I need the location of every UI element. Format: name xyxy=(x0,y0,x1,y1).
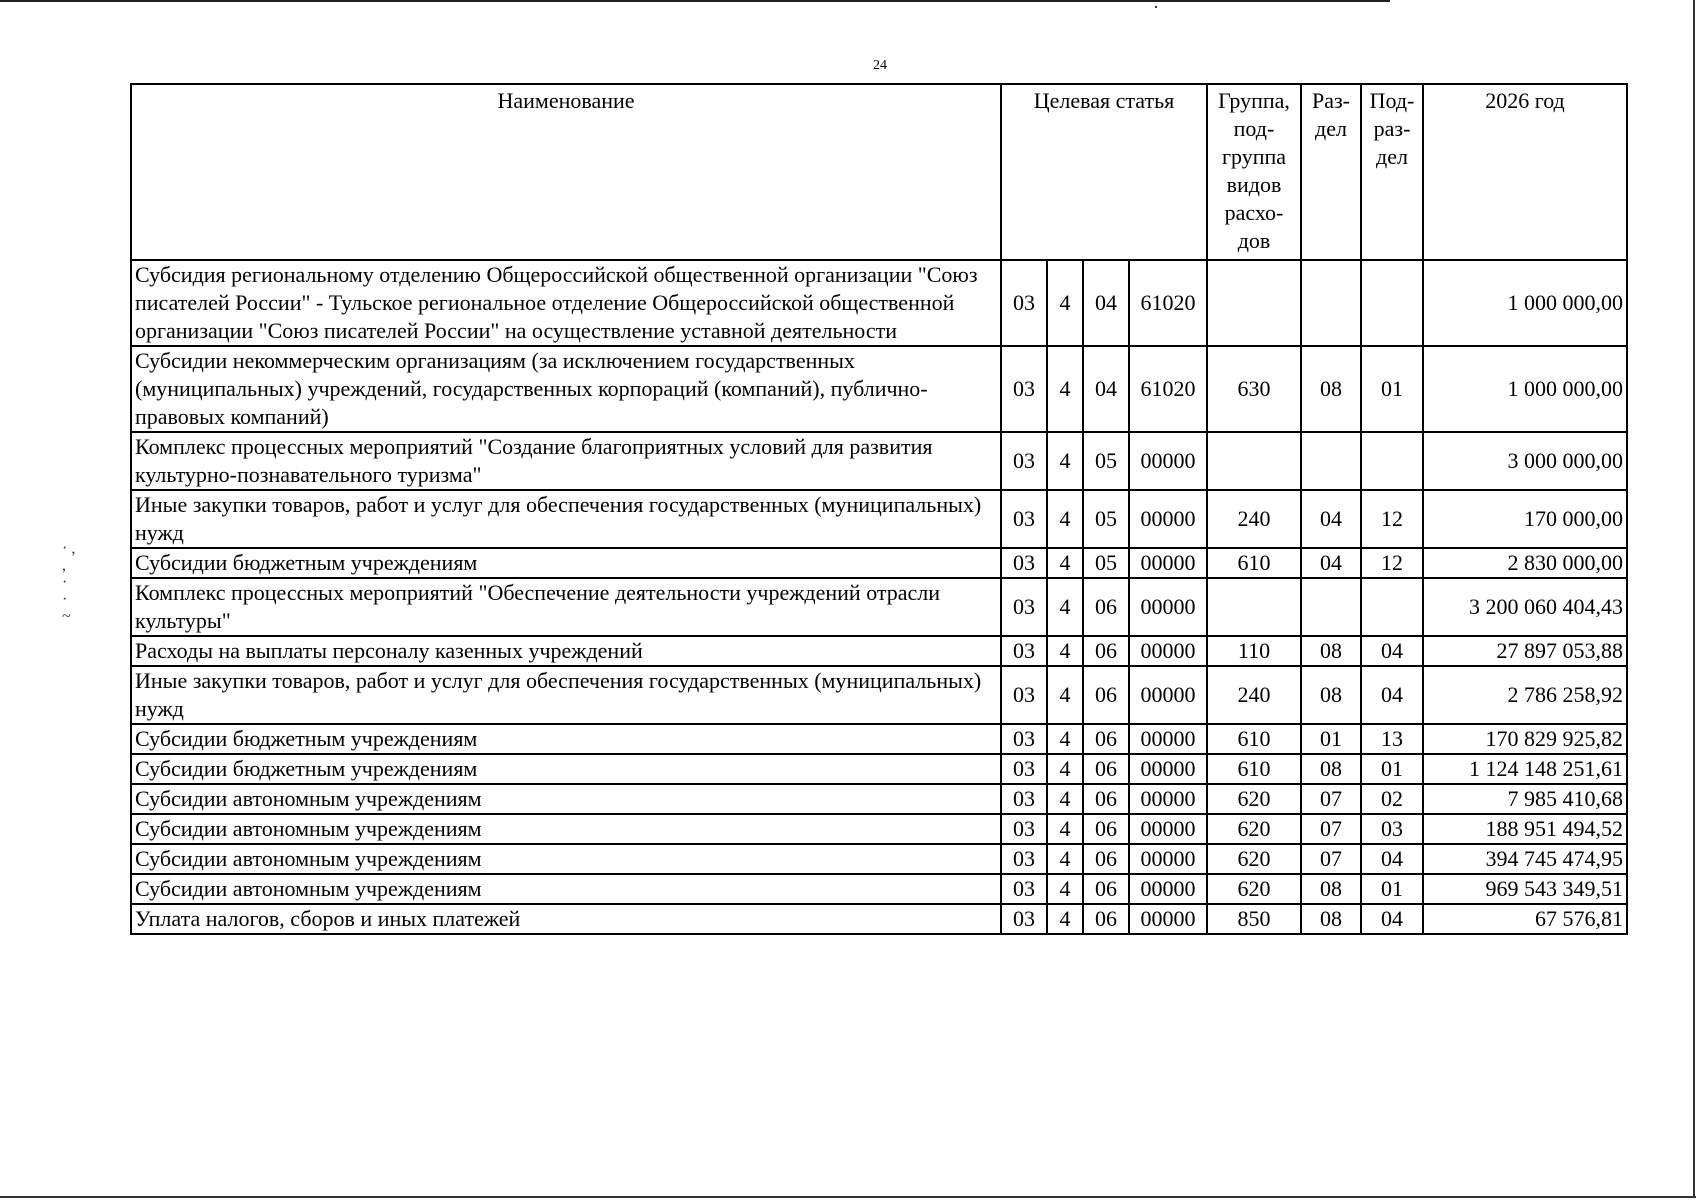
target-article-program: 03 xyxy=(1001,636,1047,666)
section: 08 xyxy=(1301,904,1361,934)
target-article-program: 03 xyxy=(1001,874,1047,904)
expense-group: 240 xyxy=(1207,490,1301,548)
section: 01 xyxy=(1301,724,1361,754)
subsection: 12 xyxy=(1361,548,1423,578)
section: 08 xyxy=(1301,874,1361,904)
subsection: 12 xyxy=(1361,490,1423,548)
target-article-complex: 06 xyxy=(1083,844,1129,874)
target-article-direction: 00000 xyxy=(1129,724,1207,754)
row-name: Субсидии бюджетным учреждениям xyxy=(131,724,1001,754)
amount-2026: 7 985 410,68 xyxy=(1423,784,1627,814)
target-article-type: 4 xyxy=(1047,636,1083,666)
table-row xyxy=(131,784,1627,814)
expense-group xyxy=(1207,578,1301,636)
target-article-program: 03 xyxy=(1001,490,1047,548)
target-article-direction: 00000 xyxy=(1129,784,1207,814)
target-article-direction: 00000 xyxy=(1129,666,1207,724)
table-row xyxy=(131,260,1627,346)
expense-group: 610 xyxy=(1207,548,1301,578)
amount-2026: 170 829 925,82 xyxy=(1423,724,1627,754)
amount-2026: 1 124 148 251,61 xyxy=(1423,754,1627,784)
table-row xyxy=(131,904,1627,934)
target-article-type: 4 xyxy=(1047,666,1083,724)
section: 07 xyxy=(1301,844,1361,874)
expense-group: 850 xyxy=(1207,904,1301,934)
expense-group xyxy=(1207,432,1301,490)
header-name: Наименование xyxy=(131,84,1001,260)
target-article-complex: 05 xyxy=(1083,548,1129,578)
target-article-program: 03 xyxy=(1001,346,1047,432)
expense-group: 620 xyxy=(1207,874,1301,904)
subsection: 01 xyxy=(1361,346,1423,432)
target-article-program: 03 xyxy=(1001,844,1047,874)
target-article-program: 03 xyxy=(1001,814,1047,844)
expense-group: 610 xyxy=(1207,754,1301,784)
table-row xyxy=(131,874,1627,904)
section: 07 xyxy=(1301,814,1361,844)
section: 08 xyxy=(1301,666,1361,724)
target-article-program: 03 xyxy=(1001,548,1047,578)
expense-group: 630 xyxy=(1207,346,1301,432)
row-name: Субсидии некоммерческим организациям (за исключением государственных (муниципальных) учреждений, государственных корпораций (компаний), публично-правовых компаний) xyxy=(131,346,1001,432)
expense-group: 620 xyxy=(1207,814,1301,844)
amount-2026: 969 543 349,51 xyxy=(1423,874,1627,904)
target-article-type: 4 xyxy=(1047,814,1083,844)
target-article-direction: 00000 xyxy=(1129,490,1207,548)
amount-2026: 3 200 060 404,43 xyxy=(1423,578,1627,636)
row-name: Комплекс процессных мероприятий "Создание благоприятных условий для развития культурно-познавательного туризма" xyxy=(131,432,1001,490)
scan-right-border xyxy=(1693,0,1695,1196)
amount-2026: 188 951 494,52 xyxy=(1423,814,1627,844)
header-row xyxy=(131,84,1627,260)
target-article-complex: 06 xyxy=(1083,784,1129,814)
header-expense-group: Группа, под- группа видов расхо- дов xyxy=(1207,84,1301,260)
target-article-complex: 04 xyxy=(1083,346,1129,432)
target-article-type: 4 xyxy=(1047,346,1083,432)
target-article-direction: 00000 xyxy=(1129,578,1207,636)
subsection: 04 xyxy=(1361,844,1423,874)
target-article-type: 4 xyxy=(1047,754,1083,784)
target-article-program: 03 xyxy=(1001,724,1047,754)
expense-group xyxy=(1207,260,1301,346)
row-name: Субсидии автономным учреждениям xyxy=(131,784,1001,814)
expense-group: 620 xyxy=(1207,784,1301,814)
margin-mark: · xyxy=(62,574,68,591)
section: 04 xyxy=(1301,548,1361,578)
amount-2026: 394 745 474,95 xyxy=(1423,844,1627,874)
target-article-type: 4 xyxy=(1047,784,1083,814)
table-body xyxy=(131,260,1627,934)
target-article-type: 4 xyxy=(1047,578,1083,636)
target-article-direction: 00000 xyxy=(1129,636,1207,666)
target-article-type: 4 xyxy=(1047,432,1083,490)
target-article-direction: 00000 xyxy=(1129,874,1207,904)
margin-mark: , xyxy=(62,557,66,574)
expense-group: 610 xyxy=(1207,724,1301,754)
target-article-complex: 06 xyxy=(1083,666,1129,724)
expense-group: 620 xyxy=(1207,844,1301,874)
section: 08 xyxy=(1301,346,1361,432)
target-article-direction: 61020 xyxy=(1129,260,1207,346)
subsection xyxy=(1361,432,1423,490)
expense-group: 110 xyxy=(1207,636,1301,666)
target-article-complex: 06 xyxy=(1083,874,1129,904)
table-row xyxy=(131,666,1627,724)
table-row xyxy=(131,754,1627,784)
expense-group: 240 xyxy=(1207,666,1301,724)
budget-table xyxy=(130,83,1628,935)
margin-marks xyxy=(62,540,75,625)
row-name: Уплата налогов, сборов и иных платежей xyxy=(131,904,1001,934)
table-row xyxy=(131,578,1627,636)
table-row xyxy=(131,490,1627,548)
target-article-type: 4 xyxy=(1047,874,1083,904)
subsection xyxy=(1361,260,1423,346)
target-article-program: 03 xyxy=(1001,784,1047,814)
subsection: 01 xyxy=(1361,754,1423,784)
target-article-complex: 06 xyxy=(1083,754,1129,784)
amount-2026: 1 000 000,00 xyxy=(1423,260,1627,346)
target-article-type: 4 xyxy=(1047,490,1083,548)
target-article-complex: 05 xyxy=(1083,490,1129,548)
target-article-type: 4 xyxy=(1047,904,1083,934)
row-name: Субсидии бюджетным учреждениям xyxy=(131,754,1001,784)
row-name: Субсидии бюджетным учреждениям xyxy=(131,548,1001,578)
target-article-complex: 05 xyxy=(1083,432,1129,490)
target-article-program: 03 xyxy=(1001,578,1047,636)
target-article-type: 4 xyxy=(1047,724,1083,754)
target-article-direction: 61020 xyxy=(1129,346,1207,432)
subsection: 02 xyxy=(1361,784,1423,814)
target-article-program: 03 xyxy=(1001,260,1047,346)
target-article-direction: 00000 xyxy=(1129,432,1207,490)
table-row xyxy=(131,432,1627,490)
target-article-program: 03 xyxy=(1001,904,1047,934)
subsection: 13 xyxy=(1361,724,1423,754)
amount-2026: 2 786 258,92 xyxy=(1423,666,1627,724)
table-row xyxy=(131,724,1627,754)
table-row xyxy=(131,548,1627,578)
scan-speck xyxy=(1155,6,1157,8)
target-article-direction: 00000 xyxy=(1129,754,1207,784)
scan-top-border xyxy=(0,0,1390,2)
table-row xyxy=(131,814,1627,844)
section xyxy=(1301,578,1361,636)
target-article-type: 4 xyxy=(1047,548,1083,578)
subsection: 04 xyxy=(1361,666,1423,724)
subsection xyxy=(1361,578,1423,636)
target-article-direction: 00000 xyxy=(1129,904,1207,934)
header-section: Раз- дел xyxy=(1301,84,1361,260)
section: 08 xyxy=(1301,636,1361,666)
amount-2026: 27 897 053,88 xyxy=(1423,636,1627,666)
section xyxy=(1301,260,1361,346)
section xyxy=(1301,432,1361,490)
section: 04 xyxy=(1301,490,1361,548)
row-name: Субсидии автономным учреждениям xyxy=(131,844,1001,874)
row-name: Субсидия региональному отделению Общероссийской общественной организации "Союз писателей России" - Тульское региональное отделение Общероссийской общественной организации "Союз писателей России" на осуществление уставной деятельности xyxy=(131,260,1001,346)
margin-mark: ~ xyxy=(62,608,71,625)
table-row xyxy=(131,844,1627,874)
row-name: Субсидии автономным учреждениям xyxy=(131,874,1001,904)
subsection: 03 xyxy=(1361,814,1423,844)
target-article-direction: 00000 xyxy=(1129,814,1207,844)
target-article-program: 03 xyxy=(1001,754,1047,784)
table-row xyxy=(131,636,1627,666)
subsection: 04 xyxy=(1361,636,1423,666)
row-name: Расходы на выплаты персоналу казенных учреждений xyxy=(131,636,1001,666)
target-article-complex: 06 xyxy=(1083,636,1129,666)
target-article-complex: 06 xyxy=(1083,578,1129,636)
header-subsection: Под- раз- дел xyxy=(1361,84,1423,260)
target-article-direction: 00000 xyxy=(1129,844,1207,874)
subsection: 01 xyxy=(1361,874,1423,904)
target-article-type: 4 xyxy=(1047,844,1083,874)
row-name: Комплекс процессных мероприятий "Обеспечение деятельности учреждений отрасли культуры" xyxy=(131,578,1001,636)
target-article-complex: 06 xyxy=(1083,724,1129,754)
subsection: 04 xyxy=(1361,904,1423,934)
row-name: Иные закупки товаров, работ и услуг для обеспечения государственных (муниципальных) нужд xyxy=(131,666,1001,724)
section: 08 xyxy=(1301,754,1361,784)
margin-mark: · , xyxy=(62,540,76,557)
header-year: 2026 год xyxy=(1423,84,1627,260)
section: 07 xyxy=(1301,784,1361,814)
target-article-complex: 06 xyxy=(1083,814,1129,844)
scan-bottom-border xyxy=(0,1196,1696,1198)
row-name: Иные закупки товаров, работ и услуг для обеспечения государственных (муниципальных) нужд xyxy=(131,490,1001,548)
table-row xyxy=(131,346,1627,432)
target-article-complex: 06 xyxy=(1083,904,1129,934)
amount-2026: 170 000,00 xyxy=(1423,490,1627,548)
amount-2026: 67 576,81 xyxy=(1423,904,1627,934)
target-article-direction: 00000 xyxy=(1129,548,1207,578)
page-number: 24 xyxy=(873,58,887,73)
amount-2026: 3 000 000,00 xyxy=(1423,432,1627,490)
amount-2026: 2 830 000,00 xyxy=(1423,548,1627,578)
target-article-program: 03 xyxy=(1001,432,1047,490)
margin-mark: · xyxy=(62,591,68,608)
row-name: Субсидии автономным учреждениям xyxy=(131,814,1001,844)
header-target-article: Целевая статья xyxy=(1001,84,1207,260)
target-article-complex: 04 xyxy=(1083,260,1129,346)
target-article-program: 03 xyxy=(1001,666,1047,724)
amount-2026: 1 000 000,00 xyxy=(1423,346,1627,432)
target-article-type: 4 xyxy=(1047,260,1083,346)
